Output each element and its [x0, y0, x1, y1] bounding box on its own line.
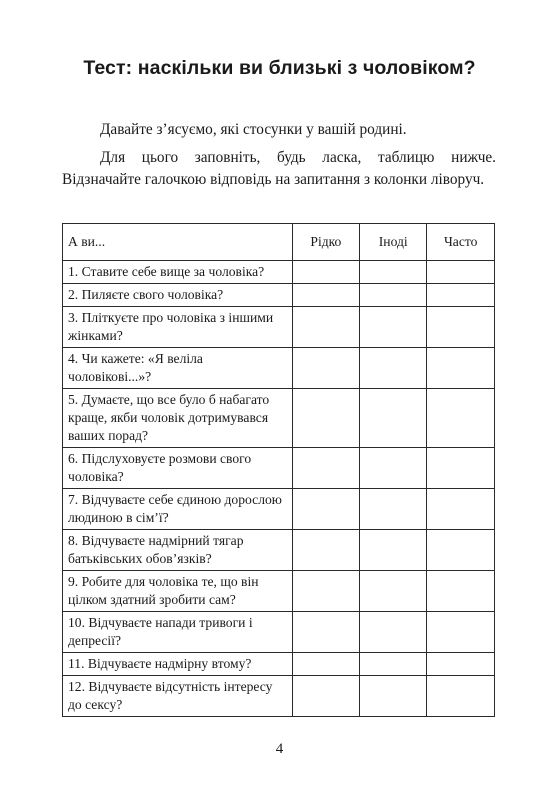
table-row: [63, 530, 495, 571]
answer-cell-rarely[interactable]: [292, 389, 359, 448]
header-rarely: Рідко: [292, 224, 359, 261]
question-cell: 1. Ставите себе вище за чоловіка?: [63, 261, 293, 284]
answer-cell-rarely[interactable]: [292, 530, 359, 571]
answer-cell-sometimes[interactable]: [360, 284, 427, 307]
answer-cell-sometimes[interactable]: [360, 307, 427, 348]
question-cell: 9. Робите для чоловіка те, що він цілком здатний зробити сам?: [63, 571, 293, 612]
answer-cell-sometimes[interactable]: [360, 676, 427, 717]
header-sometimes: Іноді: [360, 224, 427, 261]
answer-cell-sometimes[interactable]: [360, 448, 427, 489]
table-row: [63, 284, 495, 307]
answer-cell-rarely[interactable]: [292, 612, 359, 653]
table-row: [63, 348, 495, 389]
table-row: [63, 653, 495, 676]
question-cell: 2. Пиляєте свого чоловіка?: [63, 284, 293, 307]
table-row: [63, 612, 495, 653]
answer-cell-often[interactable]: [427, 284, 495, 307]
question-cell: 12. Відчуваєте відсутність інтересу до сексу?: [63, 676, 293, 717]
answer-cell-rarely[interactable]: [292, 489, 359, 530]
table-row: [63, 389, 495, 448]
answer-cell-often[interactable]: [427, 307, 495, 348]
answer-cell-rarely[interactable]: [292, 676, 359, 717]
answer-cell-rarely[interactable]: [292, 284, 359, 307]
table-row: [63, 261, 495, 284]
answer-cell-often[interactable]: [427, 489, 495, 530]
answer-cell-sometimes[interactable]: [360, 571, 427, 612]
answer-cell-often[interactable]: [427, 348, 495, 389]
answer-cell-rarely[interactable]: [292, 348, 359, 389]
answer-cell-rarely[interactable]: [292, 307, 359, 348]
answer-cell-sometimes[interactable]: [360, 348, 427, 389]
answer-cell-often[interactable]: [427, 448, 495, 489]
question-cell: 5. Думаєте, що все було б набагато краще, якби чоловік дотримувався ваших порад?: [63, 389, 293, 448]
header-question: А ви...: [63, 224, 293, 261]
table-row: [63, 571, 495, 612]
table-row: [63, 448, 495, 489]
answer-cell-sometimes[interactable]: [360, 489, 427, 530]
intro-text: [62, 119, 496, 197]
answer-cell-sometimes[interactable]: [360, 261, 427, 284]
question-cell: 4. Чи кажете: «Я веліла чоловікові...»?: [63, 348, 293, 389]
answer-cell-sometimes[interactable]: [360, 612, 427, 653]
question-cell: 7. Відчуваєте себе єдиною дорослою людиною в сім’ї?: [63, 489, 293, 530]
answer-cell-rarely[interactable]: [292, 448, 359, 489]
answer-cell-often[interactable]: [427, 676, 495, 717]
answer-cell-often[interactable]: [427, 571, 495, 612]
quiz-table: [62, 223, 495, 717]
page-title: Тест: наскільки ви близькі з чоловіком?: [83, 57, 476, 79]
table-row: [63, 307, 495, 348]
answer-cell-sometimes[interactable]: [360, 530, 427, 571]
answer-cell-often[interactable]: [427, 530, 495, 571]
page-number: 4: [275, 741, 284, 757]
answer-cell-often[interactable]: [427, 389, 495, 448]
answer-cell-rarely[interactable]: [292, 261, 359, 284]
table-header-row: [63, 224, 495, 261]
answer-cell-often[interactable]: [427, 261, 495, 284]
answer-cell-sometimes[interactable]: [360, 653, 427, 676]
question-cell: 10. Відчуваєте напади тривоги і депресії?: [63, 612, 293, 653]
question-cell: 11. Відчуваєте надмірну втому?: [63, 653, 293, 676]
answer-cell-often[interactable]: [427, 612, 495, 653]
table-row: [63, 489, 495, 530]
intro-paragraph: Для цього заповніть, будь ласка, таблицю нижче. Відзначайте галочкою відповідь на запитання з колонки ліворуч.: [62, 149, 496, 188]
question-cell: 6. Підслуховуєте розмови свого чоловіка?: [63, 448, 293, 489]
answer-cell-often[interactable]: [427, 653, 495, 676]
table-row: [63, 676, 495, 717]
question-cell: 3. Пліткуєте про чоловіка з іншими жінками?: [63, 307, 293, 348]
intro-paragraph: Давайте з’ясуємо, які стосунки у вашій родині.: [100, 121, 407, 138]
question-cell: 8. Відчуваєте надмірний тягар батьківських обов’язків?: [63, 530, 293, 571]
answer-cell-rarely[interactable]: [292, 571, 359, 612]
answer-cell-rarely[interactable]: [292, 653, 359, 676]
answer-cell-sometimes[interactable]: [360, 389, 427, 448]
header-often: Часто: [427, 224, 495, 261]
